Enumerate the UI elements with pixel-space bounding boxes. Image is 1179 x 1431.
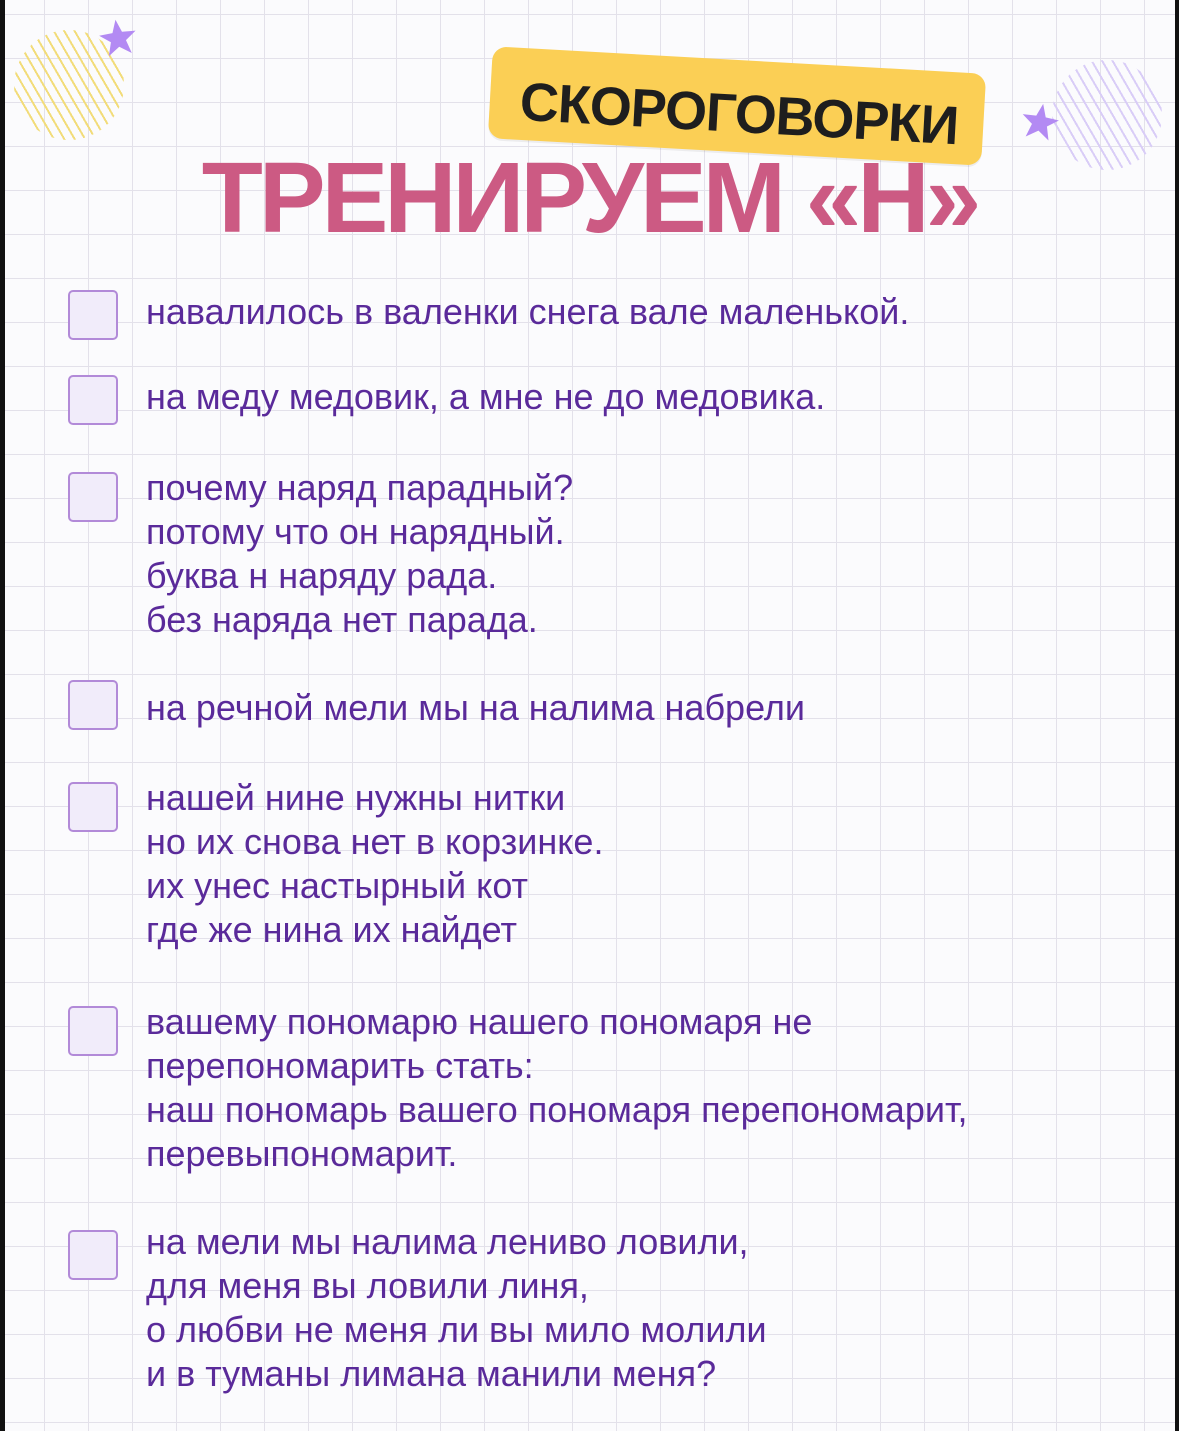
item-text: нашей нине нужны нитки но их снова нет в корзинке. их унес настырный кот где же нина их найдет xyxy=(146,777,604,950)
checkbox[interactable] xyxy=(68,1006,118,1056)
item-text: на мели мы налима лениво ловили, для меня вы ловили линя, о любви не меня ли вы мило молили и в туманы лимана манили меня? xyxy=(146,1221,767,1394)
category-badge-label: СКОРОГОВОРКИ xyxy=(518,71,960,157)
hatched-circle-decoration xyxy=(14,30,124,140)
checkbox[interactable] xyxy=(68,375,118,425)
checkbox[interactable] xyxy=(68,472,118,522)
page-title: ТРЕНИРУЕМ «Н» xyxy=(201,142,978,254)
item-text: вашему пономарю нашего пономаря не перепономарить стать: наш пономарь вашего пономаря перепономарит, перевыпономарит. xyxy=(146,1001,968,1174)
item-text: навалилось в валенки снега вале маленькой. xyxy=(146,291,910,332)
checkbox[interactable] xyxy=(68,290,118,340)
item-text: на меду медовик, а мне не до медовика. xyxy=(146,376,826,417)
checkbox[interactable] xyxy=(68,680,118,730)
checkbox[interactable] xyxy=(68,1230,118,1280)
item-text: на речной мели мы на налима набрели xyxy=(146,687,806,728)
item-text: почему наряд парадный? потому что он нарядный. буква н наряду рада. без наряда нет парада. xyxy=(146,467,574,640)
checkbox[interactable] xyxy=(68,782,118,832)
